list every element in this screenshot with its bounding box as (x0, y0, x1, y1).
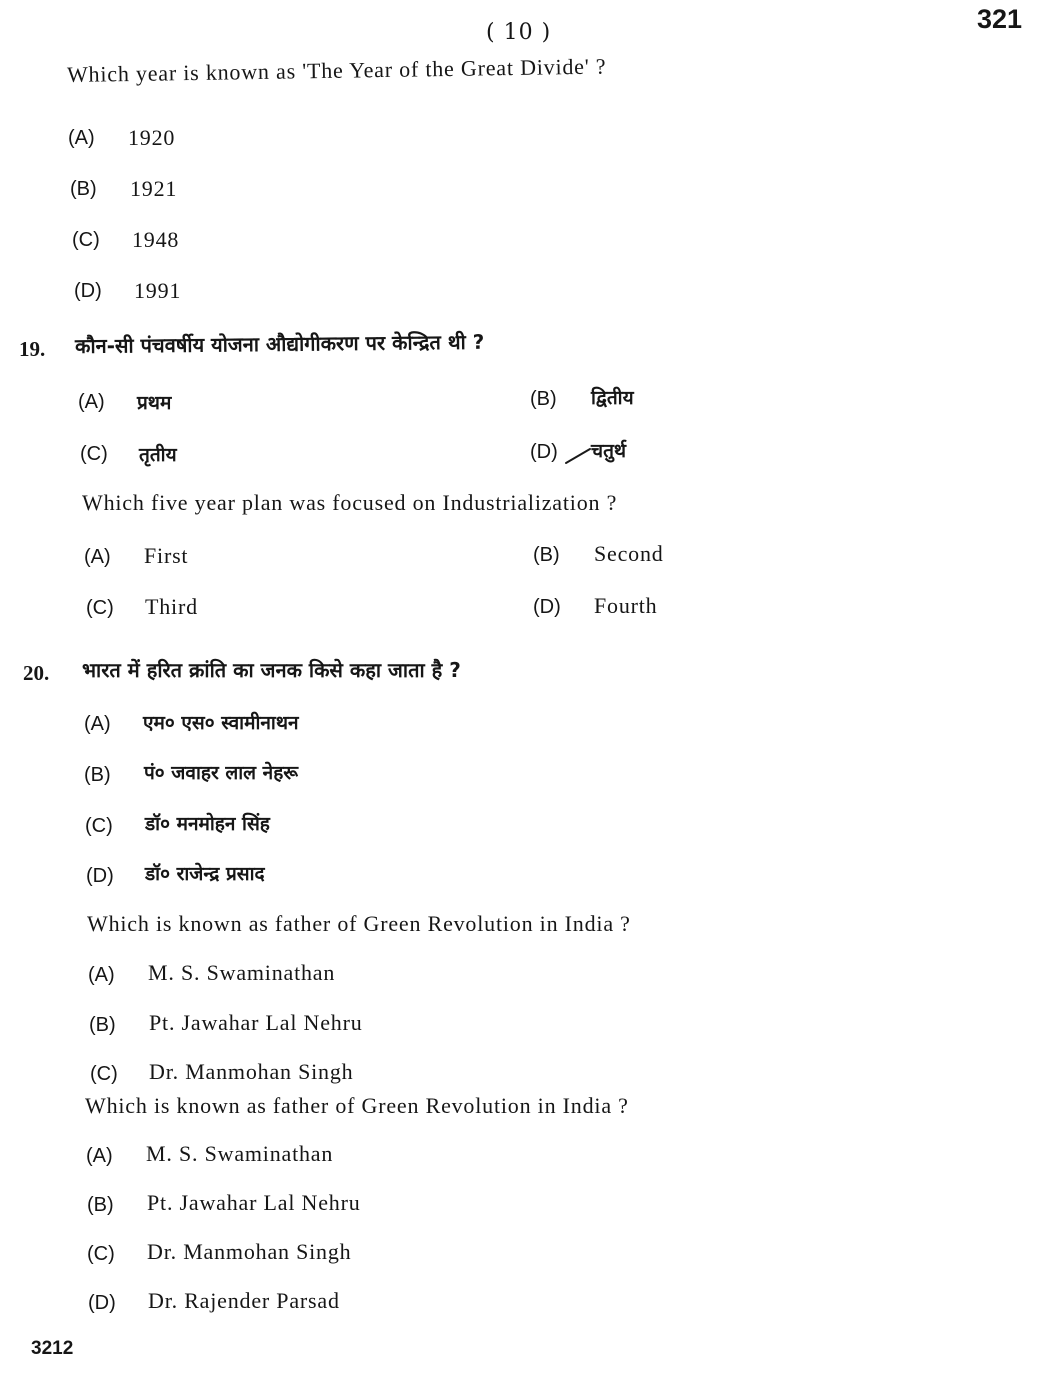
q19-en-option-b-text: Second (594, 541, 664, 566)
q18-option-b-label: (B) (70, 178, 97, 200)
q18-option-c-label: (C) (72, 229, 100, 251)
q19-en-option-d-text: Fourth (594, 593, 658, 618)
q18-option-a-label: (A) (68, 127, 95, 149)
q20-en-option-b-text: Pt. Jawahar Lal Nehru (149, 1010, 363, 1035)
q19-hi-option-c-text: तृतीय (139, 444, 177, 466)
q19-question-hi: कौन-सी पंचवर्षीय योजना औद्योगीकरण पर केन्द्रित थी ? (74, 329, 485, 358)
q20-hi-option-c-text: डॉ० मनमोहन सिंह (145, 813, 270, 835)
q20-repeat-option-c-label: (C) (87, 1243, 115, 1265)
q20-repeat-option-c-text: Dr. Manmohan Singh (147, 1239, 352, 1264)
q19-hi-option-d-text: चतुर्थ (591, 440, 627, 462)
q20-en-option-c-text: Dr. Manmohan Singh (149, 1059, 354, 1084)
q18-option-a-text: 1920 (128, 125, 176, 150)
q20-hi-option-c-label: (C) (85, 815, 113, 837)
paper-code: 321 (976, 4, 1022, 34)
q19-en-option-c-label: (C) (86, 597, 114, 619)
q18-option-d-text: 1991 (134, 278, 182, 303)
q20-hi-option-d-text: डॉ० राजेन्द्र प्रसाद (145, 863, 265, 885)
q19-hi-option-a-label: (A) (78, 391, 105, 413)
q20-en-option-c-label: (C) (90, 1063, 118, 1085)
q20-repeat-option-a-text: M. S. Swaminathan (146, 1141, 334, 1166)
answer-tick-mark (564, 447, 592, 465)
q20-question-en-repeat: Which is known as father of Green Revolution in India ? (85, 1093, 629, 1118)
booklet-code: 3212 (31, 1338, 74, 1359)
q19-hi-option-d-label: (D) (530, 441, 558, 463)
q20-hi-option-a-label: (A) (84, 713, 111, 735)
page-number: ( 10 ) (486, 20, 552, 45)
q18-option-c-text: 1948 (132, 227, 180, 252)
q20-number: 20. (23, 661, 50, 685)
q20-hi-option-b-text: पं० जवाहर लाल नेहरू (144, 762, 299, 784)
q18-question-en: Which year is known as 'The Year of the Great Divide' ? (66, 53, 607, 87)
q20-repeat-option-d-text: Dr. Rajender Parsad (148, 1288, 340, 1313)
q19-hi-option-b-label: (B) (530, 388, 557, 410)
q19-hi-option-c-label: (C) (80, 443, 108, 465)
q20-question-en: Which is known as father of Green Revolution in India ? (87, 911, 631, 936)
q18-option-d-label: (D) (74, 280, 102, 302)
q19-en-option-a-text: First (144, 543, 189, 568)
q20-repeat-option-a-label: (A) (86, 1145, 113, 1167)
q20-hi-option-b-label: (B) (84, 764, 111, 786)
q20-en-option-a-label: (A) (88, 964, 115, 986)
q19-hi-option-b-text: द्वितीय (591, 387, 634, 409)
q19-en-option-d-label: (D) (533, 596, 561, 618)
q20-hi-option-a-text: एम० एस० स्वामीनाथन (143, 712, 299, 734)
q20-hi-option-d-label: (D) (86, 865, 114, 887)
q19-en-option-c-text: Third (145, 594, 198, 619)
q19-en-option-b-label: (B) (533, 544, 560, 566)
q20-en-option-b-label: (B) (89, 1014, 116, 1036)
q20-repeat-option-b-label: (B) (87, 1194, 114, 1216)
q19-hi-option-a-text: प्रथम (137, 392, 172, 414)
q20-en-option-a-text: M. S. Swaminathan (148, 960, 336, 985)
q20-repeat-option-b-text: Pt. Jawahar Lal Nehru (147, 1190, 361, 1215)
q18-option-b-text: 1921 (130, 176, 178, 201)
q19-en-option-a-label: (A) (84, 546, 111, 568)
q19-question-en: Which five year plan was focused on Industrialization ? (82, 490, 618, 515)
q19-number: 19. (19, 337, 46, 361)
q20-repeat-option-d-label: (D) (88, 1292, 116, 1314)
q20-question-hi: भारत में हरित क्रांति का जनक किसे कहा जाता है ? (82, 658, 461, 682)
